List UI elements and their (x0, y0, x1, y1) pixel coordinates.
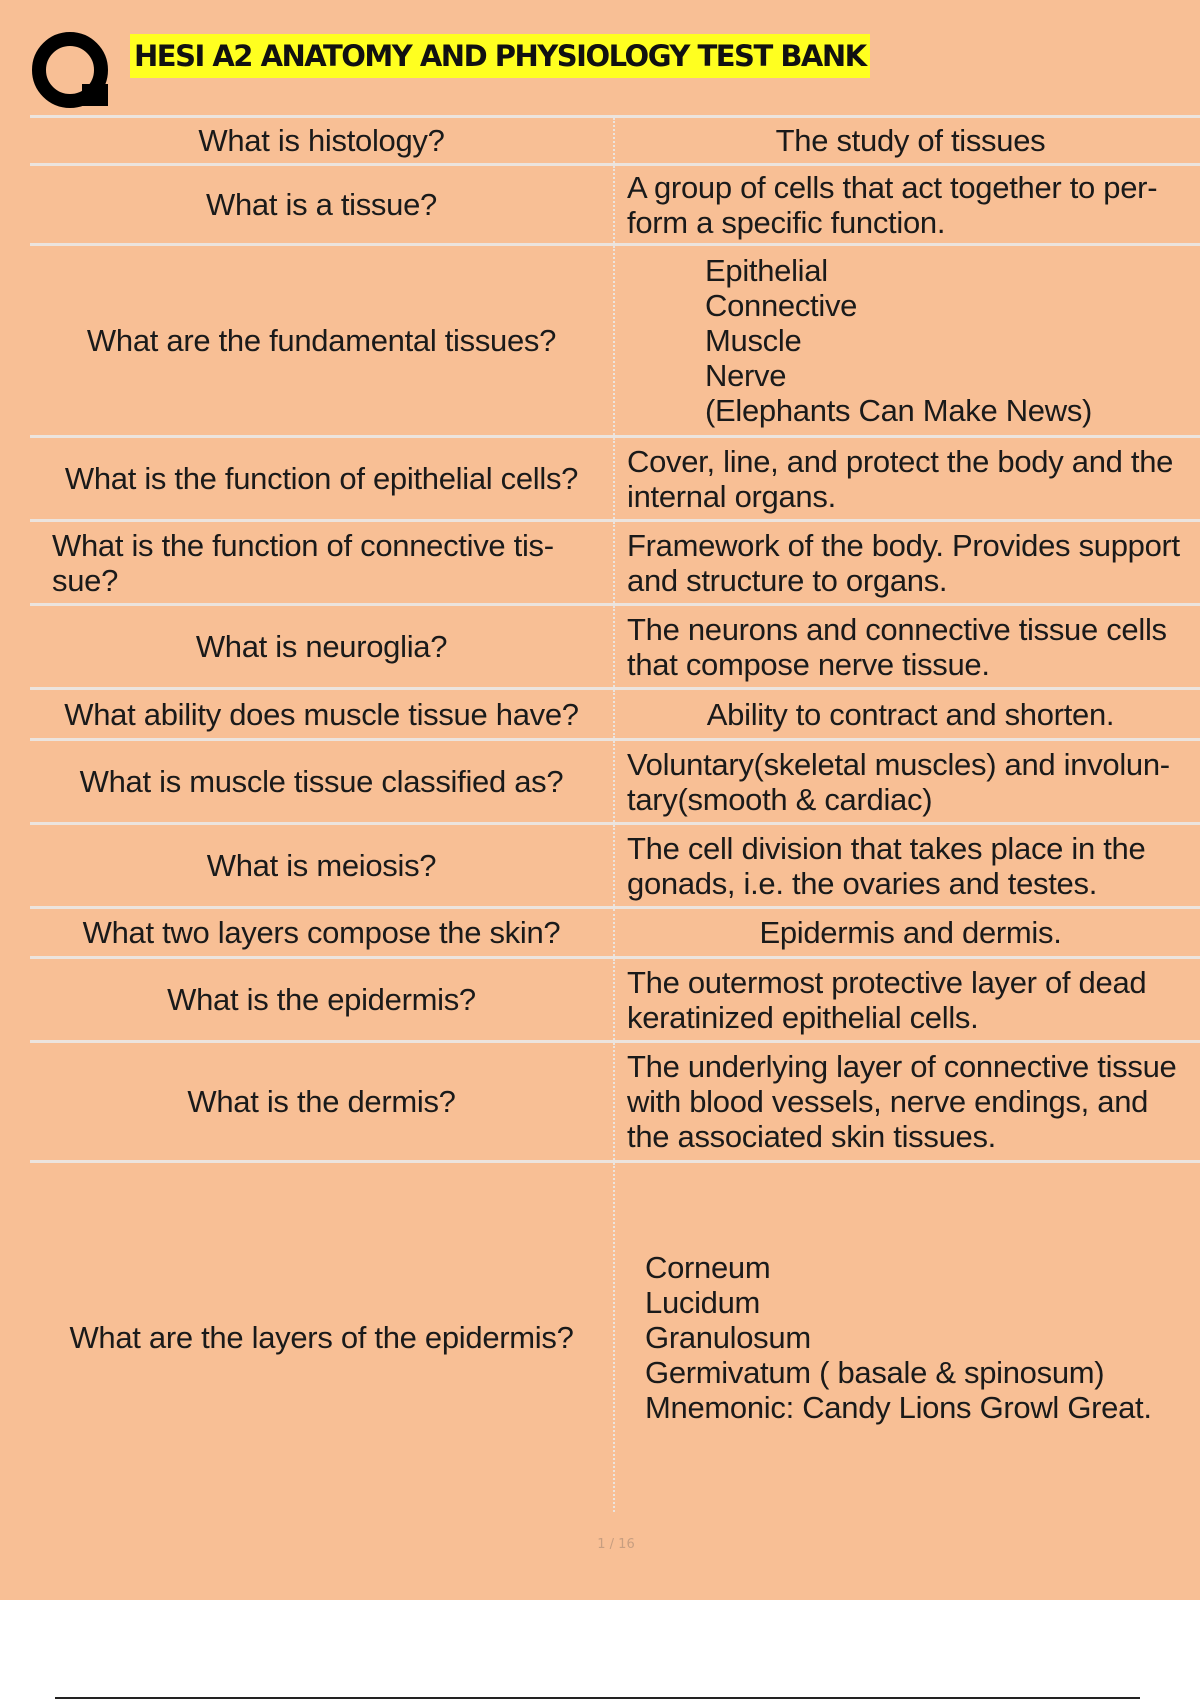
table-row (30, 1162, 1200, 1512)
list-item: Connective (705, 288, 858, 323)
answer-cell (614, 1162, 1200, 1512)
list-item: Lucidum (645, 1284, 761, 1320)
question-cell: What two layers compose the skin? (30, 908, 614, 958)
table-row (30, 1042, 1200, 1162)
answer-list (705, 253, 1194, 428)
table-row (30, 165, 1200, 245)
list-item: Granulosum (645, 1319, 811, 1355)
table-row (30, 740, 1200, 824)
table-row (30, 908, 1200, 958)
answer-cell (614, 245, 1200, 437)
list-item: Epithelial (705, 253, 828, 288)
answer-cell: The underlying layer of connective tissue with blood vessels, nerve endings, and the associated skin tissues. (614, 1042, 1200, 1162)
table-row (30, 824, 1200, 908)
answer-cell: The study of tissues (614, 117, 1200, 165)
answer-cell: The cell division that takes place in the gonads, i.e. the ovaries and testes. (614, 824, 1200, 908)
answer-cell: Cover, line, and protect the body and the internal organs. (614, 437, 1200, 521)
question-cell: What is the function of epithelial cells? (30, 437, 614, 521)
question-cell: What is histology? (30, 117, 614, 165)
question-cell: What is the function of connective tis- sue? (30, 521, 614, 605)
list-item: Germivatum ( basale & spinosum) (645, 1354, 1105, 1390)
table-row (30, 117, 1200, 165)
document-title: HESI A2 ANATOMY AND PHYSIOLOGY TEST BANK (130, 34, 870, 78)
list-item: Corneum (645, 1249, 771, 1285)
answer-list (645, 1250, 1194, 1425)
table-row (30, 605, 1200, 689)
qa-table (30, 115, 1200, 1512)
question-cell: What is the dermis? (30, 1042, 614, 1162)
answer-cell: The outermost protective layer of dead keratinized epithelial cells. (614, 958, 1200, 1042)
question-cell: What is a tissue? (30, 165, 614, 245)
list-item: Muscle (705, 323, 802, 358)
question-cell: What is the epidermis? (30, 958, 614, 1042)
question-cell: What are the layers of the epidermis? (30, 1162, 614, 1512)
list-item: (Elephants Can Make News) (705, 393, 1093, 428)
answer-cell: Epidermis and dermis. (614, 908, 1200, 958)
question-cell: What is neuroglia? (30, 605, 614, 689)
answer-cell: Voluntary(skeletal muscles) and involun- tary(smooth & cardiac) (614, 740, 1200, 824)
quizlet-q-logo-icon (30, 30, 114, 114)
list-item: Nerve (705, 358, 787, 393)
question-cell: What ability does muscle tissue have? (30, 689, 614, 740)
page-number: 1 / 16 (597, 1537, 635, 1552)
list-item: Mnemonic: Candy Lions Growl Great. (645, 1389, 1152, 1425)
question-cell: What is muscle tissue classified as? (30, 740, 614, 824)
table-row (30, 245, 1200, 437)
answer-cell: Framework of the body. Provides support and structure to organs. (614, 521, 1200, 605)
answer-cell: The neurons and connective tissue cells that compose nerve tissue. (614, 605, 1200, 689)
answer-cell: Ability to contract and shorten. (614, 689, 1200, 740)
question-cell: What is meiosis? (30, 824, 614, 908)
answer-cell: A group of cells that act together to per- form a specific function. (614, 165, 1200, 245)
footer-divider (55, 1697, 1140, 1699)
table-row (30, 958, 1200, 1042)
table-row (30, 521, 1200, 605)
table-row (30, 689, 1200, 740)
table-row (30, 437, 1200, 521)
question-cell: What are the fundamental tissues? (30, 245, 614, 437)
